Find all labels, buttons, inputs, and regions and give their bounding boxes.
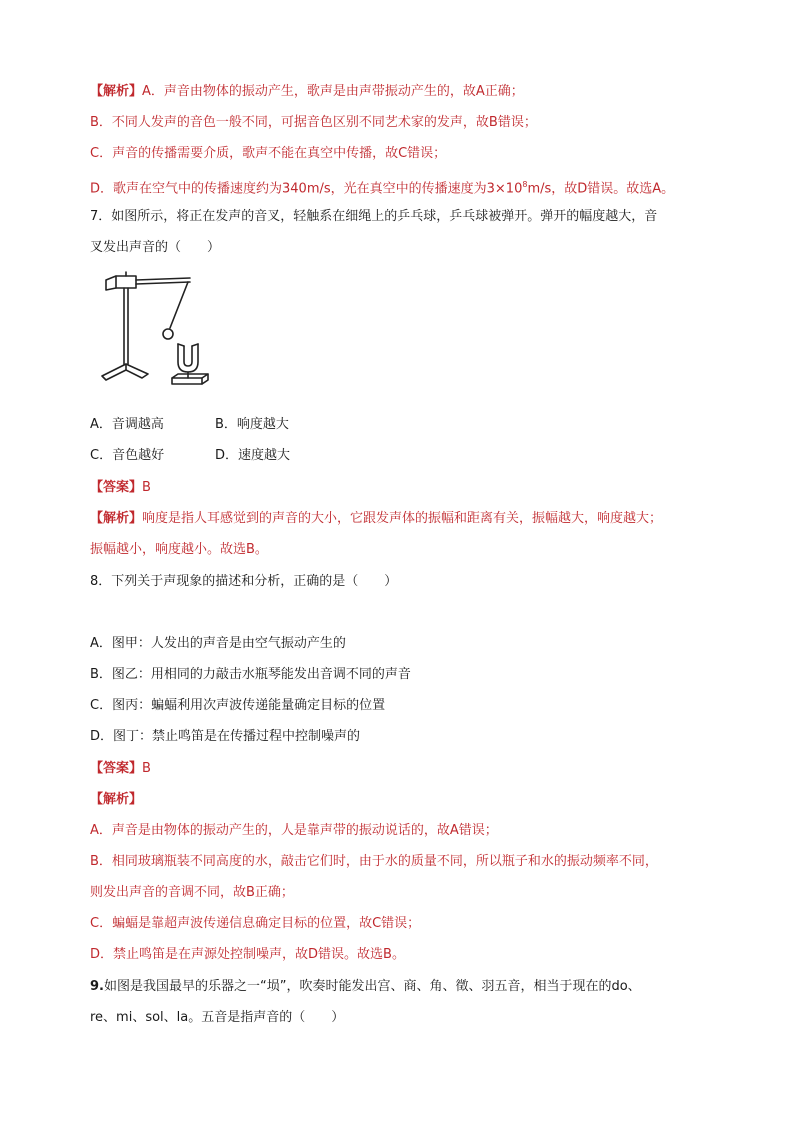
- q6-analysis-line-d: [90, 175, 714, 199]
- q7-option-b: B．响度越大: [215, 417, 289, 432]
- q8-answer: [90, 759, 714, 779]
- q7-option-c: C．音色越好: [90, 448, 165, 463]
- q8-analysis-line-2: B．相同玻璃瓶装不同高度的水，敲击它们时，由于水的质量不同，所以瓶子和水的振动频率不同，: [90, 854, 658, 869]
- q8-analysis-line-1: A．声音是由物体的振动产生的，人是靠声带的振动说话的，故A错误；: [90, 823, 498, 838]
- q7-answer: [90, 478, 714, 498]
- q7-stem-line-2: 叉发出声音的（ ）: [90, 240, 221, 255]
- q8-analysis-line-5: D．禁止鸣笛是在声源处控制噪声，故D错误。故选B。: [90, 947, 405, 962]
- analysis-text: m/s，故D错误。故选A。: [527, 181, 675, 197]
- q8-option-b: B．图乙：用相同的力敲击水瓶琴能发出音调不同的声音: [90, 667, 411, 682]
- q8-option-a: A．图甲：人发出的声音是由空气振动产生的: [90, 636, 346, 651]
- answer-tag: 【答案】: [90, 480, 143, 495]
- q9-stem-text: 如图是我国最早的乐器之一“埙”，吹奏时能发出宫、商、角、徵、羽五音，相当于现在的do、: [103, 979, 641, 994]
- q7-analysis-line-2: 振幅越小，响度越小。故选B。: [90, 542, 268, 557]
- q6-analysis-line-a: [90, 82, 714, 102]
- tuning-fork-pingpong-diagram: [98, 268, 228, 386]
- analysis-tag: 【解析】: [90, 511, 143, 526]
- q7-option-d: D．速度越大: [215, 448, 291, 463]
- analysis-text: 响度是指人耳感觉到的声音的大小，它跟发声体的振幅和距离有关，振幅越大，响度越大；: [142, 511, 663, 526]
- analysis-text: A．声音由物体的振动产生，歌声是由声带振动产生的，故A正确；: [142, 84, 524, 99]
- q7-analysis-line-1: [90, 509, 714, 529]
- answer-value: B: [142, 761, 151, 776]
- q8-option-d: D．图丁：禁止鸣笛是在传播过程中控制噪声的: [90, 729, 361, 744]
- question-number: 9.: [90, 979, 104, 994]
- q7-stem-line-1: 7．如图所示，将正在发声的音叉，轻触系在细绳上的乒乓球，乒乓球被弹开。弹开的幅度越大，音: [90, 209, 658, 224]
- q8-analysis-tag: 【解析】: [90, 792, 143, 807]
- q9-stem-line-1: [90, 977, 714, 997]
- q7-option-a: A．音调越高: [90, 417, 164, 432]
- q8-stem: 8．下列关于声现象的描述和分析，正确的是（ ）: [90, 574, 398, 589]
- q6-analysis-line-c: C．声音的传播需要介质，歌声不能在真空中传播，故C错误；: [90, 146, 447, 161]
- q6-analysis-line-b: B．不同人发声的音色一般不同，可据音色区别不同艺术家的发声，故B错误；: [90, 115, 537, 130]
- exponent: 8: [522, 180, 528, 189]
- q8-analysis-line-3: 则发出声音的音调不同，故B正确；: [90, 885, 294, 900]
- answer-tag: 【答案】: [90, 761, 143, 776]
- q8-option-c: C．图丙：蝙蝠利用次声波传递能量确定目标的位置: [90, 698, 386, 713]
- q9-stem-line-2: re、mi、sol、la。五音是指声音的（ ）: [90, 1010, 345, 1025]
- analysis-tag: 【解析】: [90, 84, 143, 99]
- analysis-text: D．歌声在空气中的传播速度约为340m/s，光在真空中的传播速度为3×10: [90, 181, 523, 197]
- answer-value: B: [142, 480, 151, 495]
- q8-analysis-line-4: C．蝙蝠是靠超声波传递信息确定目标的位置，故C错误；: [90, 916, 421, 931]
